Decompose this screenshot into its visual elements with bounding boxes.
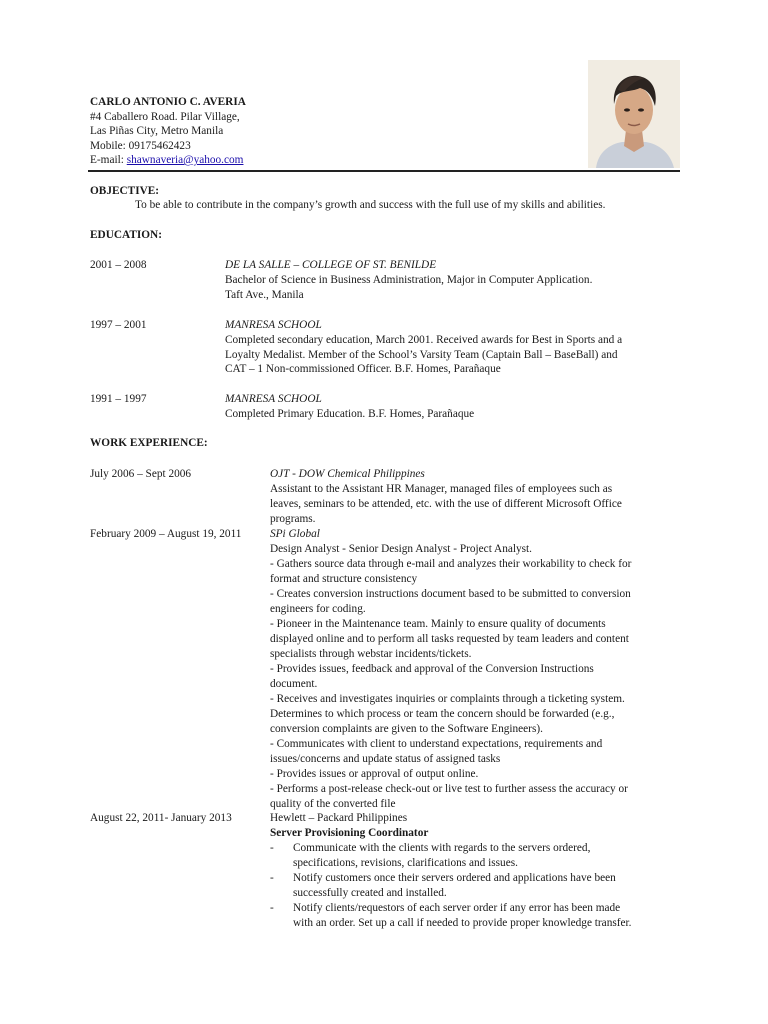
bullet-dash: -	[270, 842, 274, 854]
mobile-number: Mobile: 09175462423	[90, 140, 191, 152]
job-title: Design Analyst - Senior Design Analyst - Project Analyst.	[270, 543, 533, 555]
job-detail: Notify customers once their servers ordered and applications have been	[293, 872, 616, 884]
education-detail: Completed secondary education, March 2001. Received awards for Best in Sports and a	[225, 334, 623, 346]
job-period: July 2006 – Sept 2006	[90, 468, 192, 480]
job-period: August 22, 2011- January 2013	[90, 812, 232, 824]
job-detail: - Receives and investigates inquiries or complaints through a ticketing system.	[270, 693, 625, 705]
education-period: 1991 – 1997	[90, 393, 147, 405]
bullet-dash: -	[270, 902, 274, 914]
email-link[interactable]: shawnaveria@yahoo.com	[126, 154, 244, 166]
address-line-2: Las Piñas City, Metro Manila	[90, 125, 224, 137]
education-detail: Loyalty Medalist. Member of the School’s Varsity Team (Captain Ball – BaseBall) and	[225, 349, 618, 361]
job-detail: programs.	[270, 513, 316, 525]
work-heading: WORK EXPERIENCE:	[90, 437, 208, 449]
job-detail: displayed online and to perform all tasks requested by team leaders and content	[270, 633, 629, 645]
education-heading: EDUCATION:	[90, 229, 162, 241]
job-detail: - Performs a post-release check-out or live test to further assess the accuracy or	[270, 783, 628, 795]
job-detail: - Communicates with client to understand expectations, requirements and	[270, 738, 603, 750]
job-detail: issues/concerns and update status of assigned tasks	[270, 753, 501, 765]
job-detail: Notify clients/requestors of each server order if any error has been made	[293, 902, 621, 914]
job-detail: - Gathers source data through e-mail and analyzes their workability to check for	[270, 558, 632, 570]
education-period: 2001 – 2008	[90, 259, 147, 271]
education-detail: Completed Primary Education. B.F. Homes, Parañaque	[225, 408, 475, 420]
education-period: 1997 – 2001	[90, 319, 147, 331]
job-detail: - Creates conversion instructions document based to be submitted to conversion	[270, 588, 631, 600]
education-school: MANRESA SCHOOL	[225, 393, 322, 405]
job-detail: quality of the converted file	[270, 798, 396, 810]
job-detail: successfully created and installed.	[293, 887, 447, 899]
job-detail: leaves, seminars to be attended, etc. with the use of different Microsoft Office	[270, 498, 622, 510]
address-line-1: #4 Caballero Road. Pilar Village,	[90, 111, 240, 123]
job-company: OJT - DOW Chemical Philippines	[270, 468, 425, 480]
email-label: E-mail:	[90, 154, 127, 166]
applicant-photo	[588, 60, 680, 168]
education-school: MANRESA SCHOOL	[225, 319, 322, 331]
email-line	[90, 153, 243, 168]
job-detail: - Provides issues, feedback and approval of the Conversion Instructions	[270, 663, 594, 675]
job-detail: conversion complaints are given to the Software Engineers).	[270, 723, 543, 735]
job-detail: - Pioneer in the Maintenance team. Mainly to ensure quality of documents	[270, 618, 606, 630]
job-detail: with an order. Set up a call if needed to provide proper knowledge transfer.	[293, 917, 632, 929]
education-detail: Bachelor of Science in Business Administration, Major in Computer Application.	[225, 274, 593, 286]
job-detail: engineers for coding.	[270, 603, 366, 615]
education-detail: Taft Ave., Manila	[225, 289, 304, 301]
header-divider	[88, 170, 680, 172]
job-company: SPi Global	[270, 528, 320, 540]
applicant-name: CARLO ANTONIO C. AVERIA	[90, 96, 246, 108]
job-detail: Determines to which process or team the concern should be forwarded (e.g.,	[270, 708, 615, 720]
job-period: February 2009 – August 19, 2011	[90, 528, 242, 540]
job-company: Hewlett – Packard Philippines	[270, 812, 408, 824]
job-detail: Assistant to the Assistant HR Manager, managed files of employees such as	[270, 483, 613, 495]
job-title: Server Provisioning Coordinator	[270, 827, 429, 839]
job-detail: - Provides issues or approval of output online.	[270, 768, 479, 780]
education-school: DE LA SALLE – COLLEGE OF ST. BENILDE	[225, 259, 437, 271]
job-detail: specialists through webstar incidents/tickets.	[270, 648, 472, 660]
education-detail: CAT – 1 Non-commissioned Officer. B.F. Homes, Parañaque	[225, 363, 501, 375]
person-portrait-icon	[588, 60, 680, 168]
job-detail: format and structure consistency	[270, 573, 418, 585]
bullet-dash: -	[270, 872, 274, 884]
job-detail: Communicate with the clients with regards to the servers ordered,	[293, 842, 591, 854]
objective-heading: OBJECTIVE:	[90, 185, 160, 197]
objective-text: To be able to contribute in the company’s growth and success with the full use of my skills and abilities.	[135, 199, 606, 211]
job-detail: document.	[270, 678, 318, 690]
job-detail: specifications, revisions, clarifications and issues.	[293, 857, 518, 869]
